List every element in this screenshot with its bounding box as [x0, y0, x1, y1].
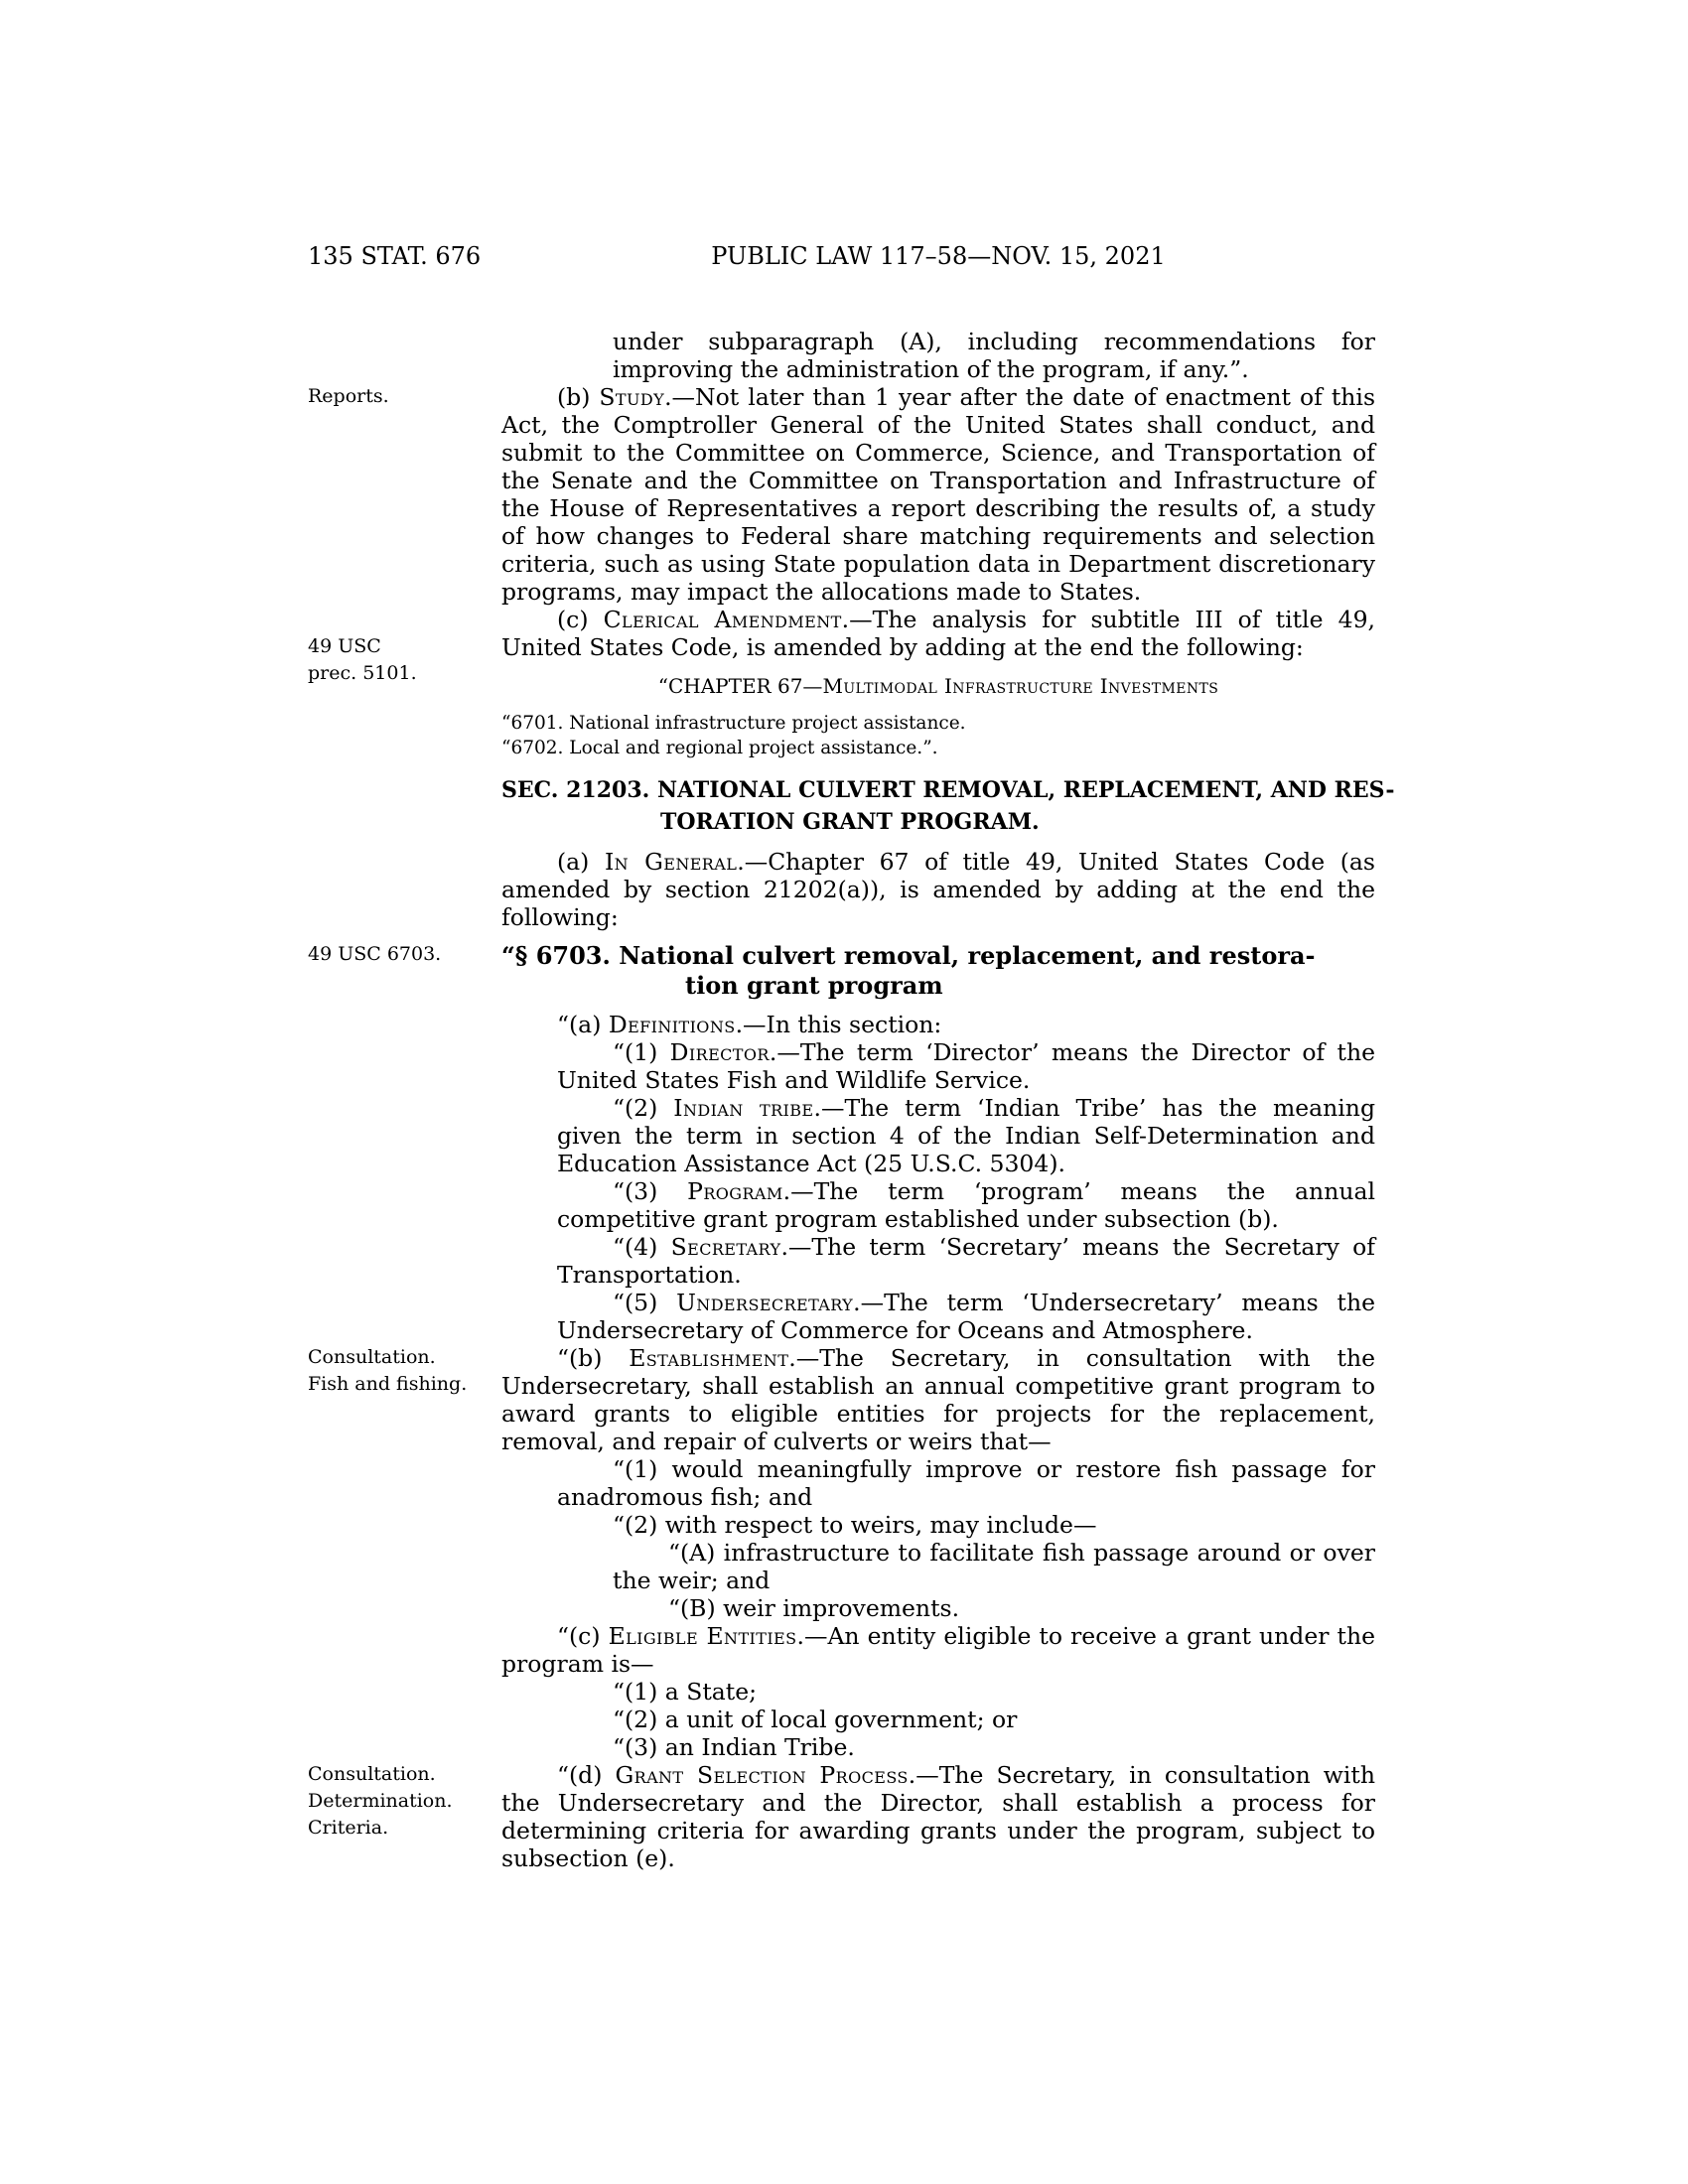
small-caps-term: Indian tribe: [673, 1094, 814, 1122]
para-2-indian-tribe: [501, 1094, 1375, 1177]
small-caps-term: Eligible Entities: [608, 1622, 797, 1650]
para-text: “(5): [613, 1289, 677, 1316]
para-b-2-weirs: [501, 1511, 1375, 1539]
para-c-eligible-entities: [501, 1622, 1375, 1678]
para-text: (c): [557, 606, 604, 633]
para-c-clerical-amendment: [308, 606, 1375, 684]
section-6703-heading: [308, 941, 1375, 1001]
para-text: .—The term ‘Secretary’ means the Secretary of Transportation.: [557, 1233, 1375, 1289]
para-text: .—Not later than 1 year after the date of enactment of this Act, the Comptroller General of the United States shall conduct, and submit to the Committee on Commerce, Science, and Transportation of the Senate and the Committee on Transportation and Infrastructure of the House of Representatives a report describing the results of, a study of how changes to Federal share matching requirements and selection criteria, such as using State population data in Department discretionary programs, may impact the allocations made to States.: [501, 383, 1375, 606]
sec-21203-heading: [501, 774, 1395, 838]
toc-entry-6701: “6701. National infrastructure project assistance.: [501, 713, 966, 734]
para-c-2-local-government: [501, 1706, 1375, 1733]
small-caps-term: Grant Selection Process: [615, 1761, 909, 1789]
para-text: “(1): [613, 1038, 670, 1066]
margin-note-49-usc-6703: [308, 941, 492, 968]
page-number-stat-citation: 135 STAT. 676: [308, 242, 482, 270]
chapter-67-heading: [501, 673, 1375, 699]
para-a-in-general: [501, 848, 1375, 931]
para-text: “(3): [613, 1177, 688, 1205]
para-text: “(a): [557, 1011, 609, 1038]
small-caps-term: Program: [687, 1177, 783, 1205]
para-3-program: [501, 1177, 1375, 1233]
para-4-secretary: [501, 1233, 1375, 1289]
para-text: “(b): [557, 1344, 630, 1372]
small-caps-term: Director: [669, 1038, 770, 1066]
small-caps-term: Undersecretary: [676, 1289, 854, 1316]
para-b-2-A-infrastructure: [501, 1539, 1375, 1594]
statute-body: [308, 328, 1395, 1872]
small-caps-term: Establishment: [629, 1344, 789, 1372]
section-heading-line-1: “§ 6703. National culvert removal, replacement, and restora-: [501, 941, 1316, 970]
margin-note-line: prec. 5101.: [308, 662, 417, 684]
sec-heading-line-1: SEC. 21203. NATIONAL CULVERT REMOVAL, REPLACEMENT, AND RES-: [501, 777, 1395, 803]
para-text: “(A) infrastructure to facilitate fish passage around or over the weir; and: [613, 1539, 1375, 1594]
para-text: “(1) a State;: [613, 1678, 758, 1706]
para-c-1-state: [501, 1678, 1375, 1706]
para-text: “(2): [613, 1094, 674, 1122]
para-b-1-fish-passage: [501, 1455, 1375, 1511]
margin-note-reports: [308, 383, 492, 410]
para-text: “(3) an Indian Tribe.: [613, 1733, 855, 1761]
para-text: “(2) with respect to weirs, may include—: [613, 1511, 1097, 1539]
para-c-3-indian-tribe: [501, 1733, 1375, 1761]
margin-note-line: Reports.: [308, 385, 389, 407]
para-continuation-subpara-a: [501, 328, 1375, 383]
margin-note-line: 49 USC 6703.: [308, 943, 442, 965]
para-d-grant-selection-process: [308, 1761, 1375, 1872]
para-text: “(B) weir improvements.: [668, 1594, 960, 1622]
para-text: .—The term ‘Undersecretary’ means the Undersecretary of Commerce for Oceans and Atmosphere.: [557, 1289, 1375, 1344]
para-text: “(4): [613, 1233, 671, 1261]
small-caps-term: Multimodal Infrastructure Investments: [822, 674, 1219, 698]
sec-heading-line-2: TORATION GRANT PROGRAM.: [660, 809, 1040, 835]
para-text: “(c): [557, 1622, 609, 1650]
toc-entry-6702: “6702. Local and regional project assistance.”.: [501, 738, 938, 758]
para-b-study: [308, 383, 1375, 606]
section-heading-line-2: tion grant program: [685, 971, 943, 1000]
small-caps-term: In General: [604, 848, 738, 876]
para-text: “(d): [557, 1761, 616, 1789]
small-caps-term: Definitions: [608, 1011, 736, 1038]
heading-text: “CHAPTER 67—: [657, 674, 823, 698]
para-text: .—The term ‘Indian Tribe’ has the meaning given the term in section 4 of the Indian Self-Determination and Education Assistance Act (25 U.S.C. 5304).: [557, 1094, 1375, 1177]
small-caps-term: Clerical Amendment: [603, 606, 842, 633]
running-head-law-title: PUBLIC LAW 117–58—NOV. 15, 2021: [711, 242, 1166, 270]
margin-note-consultation-determination-criteria: [308, 1761, 492, 1842]
small-caps-term: Secretary: [670, 1233, 781, 1261]
para-text: “(1) would meaningfully improve or restore fish passage for anadromous fish; and: [557, 1455, 1375, 1511]
para-text: .—The Secretary, in consultation with the Undersecretary and the Director, shall establish a process for determining criteria for awarding grants under the program, subject to subsection (e).: [501, 1761, 1375, 1872]
para-text: .—Chapter 67 of title 49, United States Code (as amended by section 21202(a)), is amended by adding at the end the following:: [501, 848, 1375, 931]
para-text: (b): [557, 383, 600, 411]
margin-note-line: Determination.: [308, 1790, 453, 1812]
margin-note-consultation-fish: [308, 1344, 492, 1398]
para-text: .—The analysis for subtitle III of title 49, United States Code, is amended by adding at the end the following:: [501, 606, 1375, 661]
para-b-2-B-weir-improvements: [501, 1594, 1375, 1622]
small-caps-term: Study: [599, 383, 665, 411]
margin-note-line: Consultation.: [308, 1763, 436, 1785]
margin-note-line: Criteria.: [308, 1817, 389, 1839]
margin-note-49-usc-prec-5101: [308, 633, 492, 687]
para-text: .—In this section:: [735, 1011, 942, 1038]
para-b-establishment: [308, 1344, 1375, 1455]
para-1-director: [501, 1038, 1375, 1094]
para-text: .—The Secretary, in consultation with the Undersecretary, shall establish an annual competitive grant program to award grants to eligible entities for projects for the replacement, removal, and repair of culverts or weirs that—: [501, 1344, 1375, 1455]
para-text: .—The term ‘Director’ means the Director of the United States Fish and Wildlife Service.: [557, 1038, 1376, 1094]
para-text: .—The term ‘program’ means the annual competitive grant program established under subsection (b).: [557, 1177, 1375, 1233]
para-5-undersecretary: [501, 1289, 1375, 1344]
para-text: under subparagraph (A), including recommendations for improving the administration of the program, if any.”.: [613, 328, 1375, 383]
para-text: .—An entity eligible to receive a grant under the program is—: [501, 1622, 1375, 1678]
table-of-sections: [501, 711, 1375, 760]
margin-note-line: Fish and fishing.: [308, 1373, 468, 1395]
para-text: (a): [557, 848, 605, 876]
para-a-definitions: [501, 1011, 1375, 1038]
margin-note-line: 49 USC: [308, 635, 381, 657]
margin-note-line: Consultation.: [308, 1346, 436, 1368]
para-text: “(2) a unit of local government; or: [613, 1706, 1018, 1733]
